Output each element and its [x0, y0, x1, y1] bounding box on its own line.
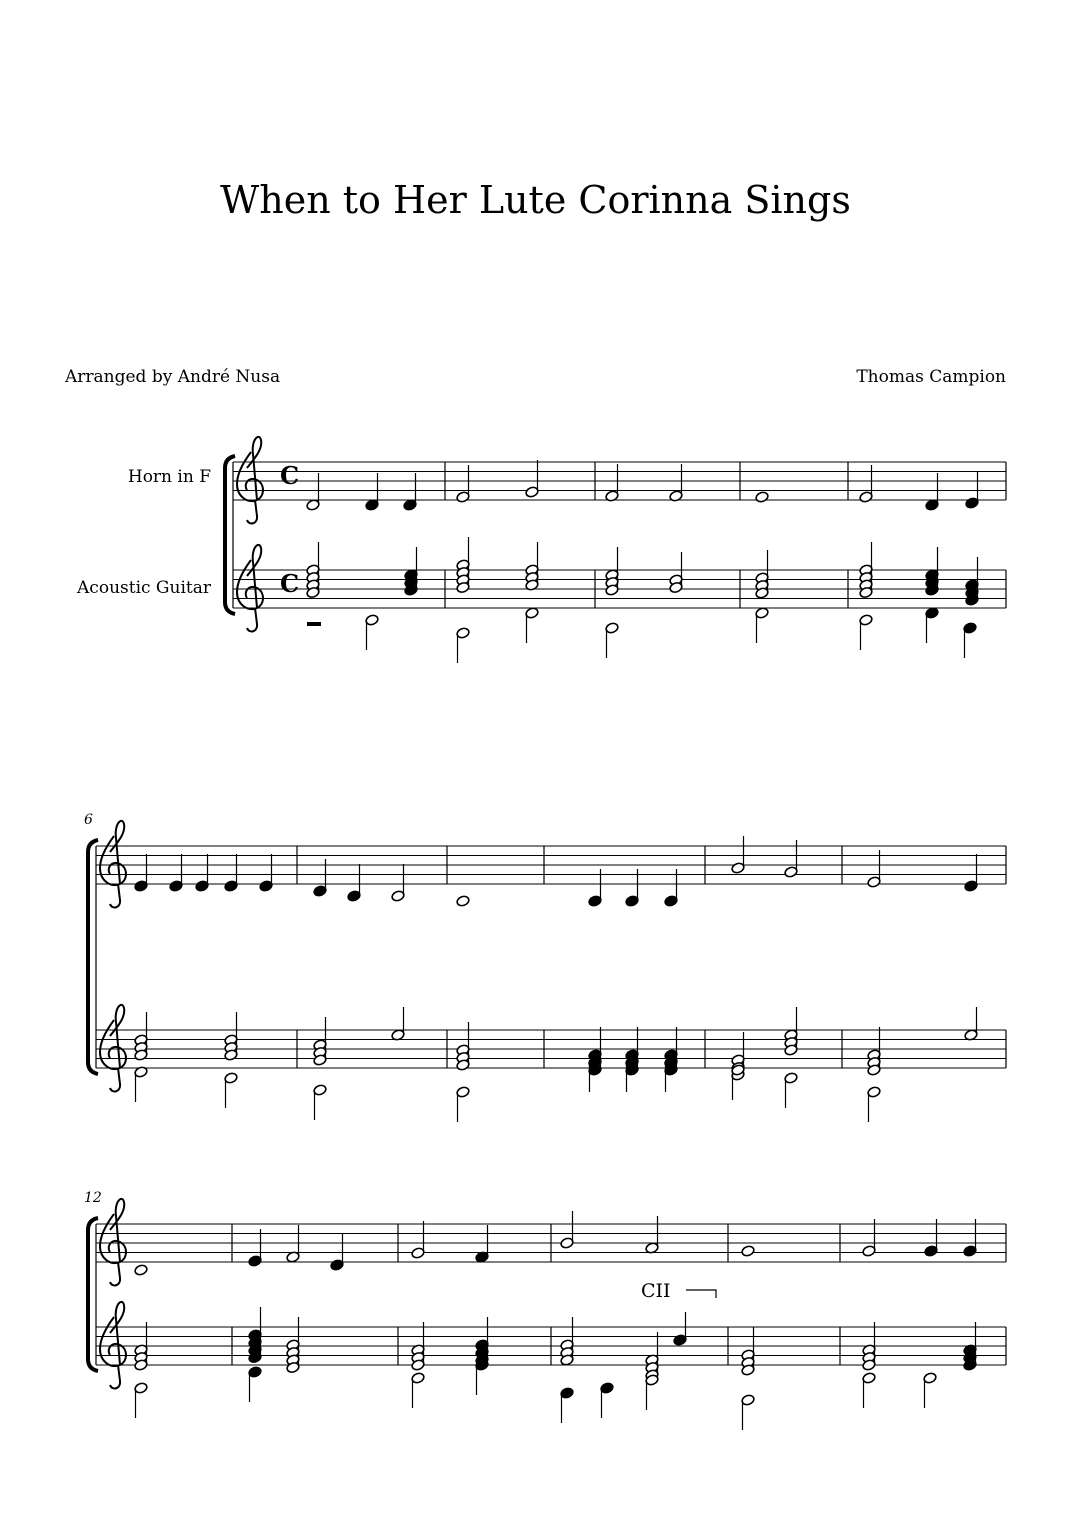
- time-signature: C: [280, 569, 300, 598]
- treble-clef: [100, 1302, 126, 1389]
- treble-clef: [100, 1005, 126, 1092]
- treble-clef: [100, 821, 126, 908]
- barre-marking: CII: [641, 1280, 671, 1302]
- treble-clef: [237, 437, 263, 524]
- score-title: When to Her Lute Corinna Sings: [220, 178, 851, 222]
- notehead: [741, 1245, 755, 1257]
- notehead: [134, 1264, 148, 1276]
- barre-bracket: [686, 1290, 716, 1298]
- instrument-label-guitar: Acoustic Guitar: [77, 578, 211, 598]
- instrument-label-horn: Horn in F: [127, 467, 211, 487]
- notehead: [456, 895, 470, 907]
- measure-number: 6: [84, 812, 93, 828]
- arranger-credit: Arranged by André Nusa: [65, 367, 281, 387]
- composer-credit: Thomas Campion: [856, 367, 1006, 387]
- time-signature: C: [280, 461, 300, 490]
- measure-number: 12: [84, 1190, 102, 1206]
- half-rest: [307, 622, 321, 626]
- treble-clef: [237, 545, 263, 632]
- treble-clef: [100, 1199, 126, 1286]
- notehead: [755, 491, 769, 503]
